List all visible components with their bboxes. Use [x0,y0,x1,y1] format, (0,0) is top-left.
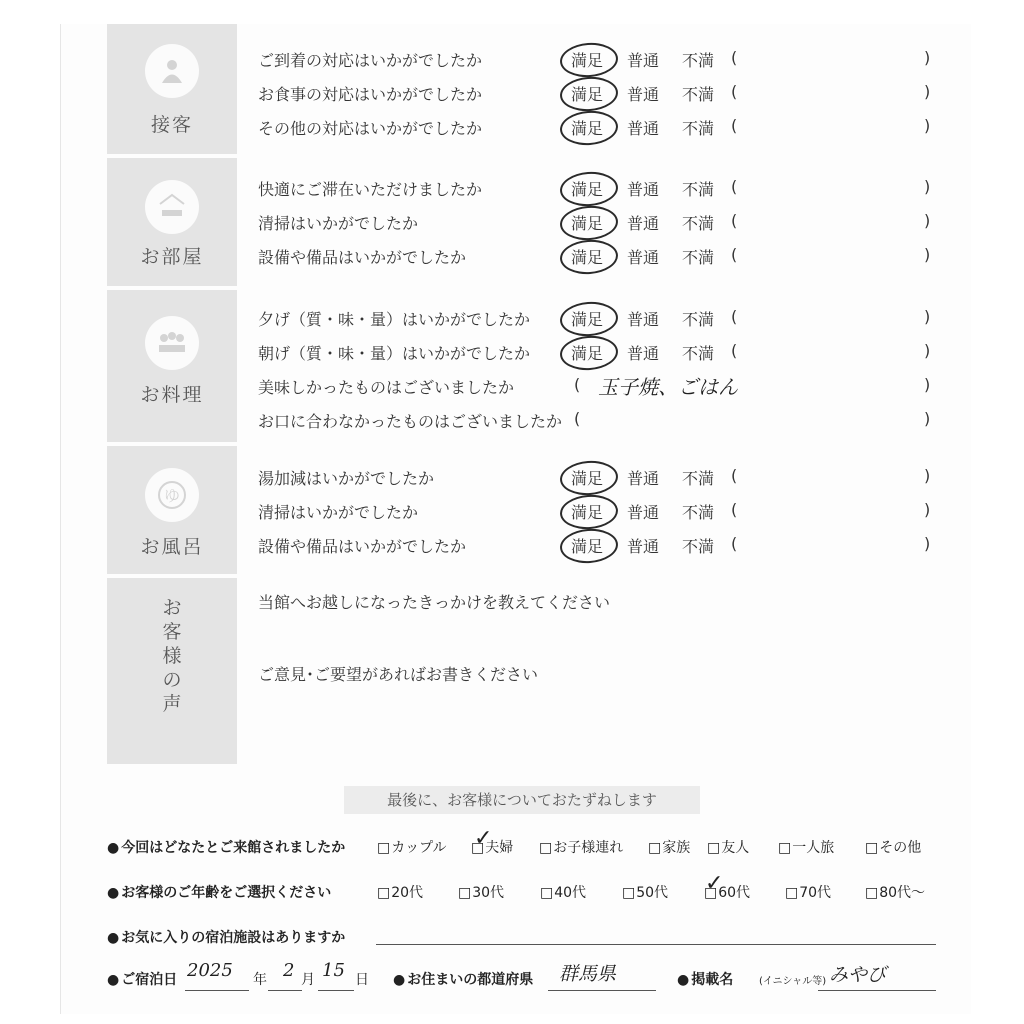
checkbox-40s[interactable]: □ 40代 [540,882,586,902]
option-dissatisfied[interactable]: 不満 [682,51,715,70]
option-satisfied[interactable]: 満足 [571,469,604,488]
option-normal[interactable]: 普通 [627,85,660,104]
section-label: 接客 [150,114,193,136]
handwritten-answer[interactable]: 玉子焼、ごはん [598,375,738,399]
prompt-opinion: ご意見･ご要望があればお書きください [258,665,539,684]
display-name-label: ● 掲載名 [677,969,733,989]
option-dissatisfied[interactable]: 不満 [682,344,715,363]
stay-year-underline [185,990,249,991]
paren-close: ) [924,82,931,101]
free-answer-row [258,405,938,435]
option-dissatisfied[interactable]: 不満 [682,180,715,199]
residence-value[interactable]: 群馬県 [559,963,617,985]
question-text: 清掃はいかがでしたか [258,214,419,233]
paren-close: ) [924,245,931,264]
option-satisfied[interactable]: 満足 [571,310,604,329]
rating-row [258,78,938,108]
option-normal[interactable]: 普通 [627,119,660,138]
checkbox-with-children[interactable]: □ お子様連れ [539,837,623,857]
question-text: 快適にご滞在いただけましたか [258,180,483,199]
option-satisfied[interactable]: 満足 [571,51,604,70]
stay-day-underline [318,990,354,991]
paren-close: ) [924,177,931,196]
rating-row [258,44,938,74]
checkbox-couple[interactable]: □ カップル [377,837,447,857]
question-text: 湯加減はいかがでしたか [258,469,435,488]
section-bath [107,446,237,574]
paren-close: ) [924,409,931,428]
question-text: その他の対応はいかがでしたか [258,119,483,138]
option-satisfied[interactable]: 満足 [571,119,604,138]
option-dissatisfied[interactable]: 不満 [682,119,715,138]
section-hospitality [107,24,237,154]
paren-close: ) [924,48,931,67]
rating-row [258,337,938,367]
option-normal[interactable]: 普通 [627,248,660,267]
closing-banner: 最後に、お客様についておたずねします [344,786,700,814]
paren-open: ( [574,409,581,428]
paren-open: ( [731,307,738,326]
paren-open: ( [731,466,738,485]
favorite-underline [376,944,936,945]
checkbox-70s[interactable]: □ 70代 [785,882,831,902]
question-text: 設備や備品はいかがでしたか [258,537,467,556]
stay-month[interactable]: 2 [283,960,295,981]
display-name-underline [818,990,936,991]
option-satisfied[interactable]: 満足 [571,248,604,267]
option-satisfied[interactable]: 満足 [571,85,604,104]
checkbox-married-couple[interactable]: □ 夫婦 [471,837,513,857]
paren-close: ) [924,341,931,360]
option-satisfied[interactable]: 満足 [571,537,604,556]
option-dissatisfied[interactable]: 不満 [682,248,715,267]
option-normal[interactable]: 普通 [627,180,660,199]
checkbox-50s[interactable]: □ 50代 [622,882,668,902]
stay-day[interactable]: 15 [322,960,345,981]
option-dissatisfied[interactable]: 不満 [682,537,715,556]
question-text: 夕げ（質・味・量）はいかがでしたか [258,310,531,329]
section-guest-voice [107,578,237,764]
checkbox-other[interactable]: □ その他 [865,837,921,857]
rating-row [258,207,938,237]
check-mark-icon: ✓ [705,871,724,896]
option-normal[interactable]: 普通 [627,310,660,329]
option-normal[interactable]: 普通 [627,469,660,488]
rating-row [258,462,938,492]
voice-label: お 客 様 の 声 [162,597,182,715]
section-label: お部屋 [140,246,204,268]
residence-label: ● お住まいの都道府県 [393,969,533,989]
option-dissatisfied[interactable]: 不満 [682,85,715,104]
option-normal[interactable]: 普通 [627,214,660,233]
paren-close: ) [924,116,931,135]
paren-close: ) [924,307,931,326]
day-unit: 日 [355,972,369,988]
month-unit: 月 [301,972,315,988]
paren-open: ( [731,211,738,230]
option-dissatisfied[interactable]: 不満 [682,214,715,233]
option-normal[interactable]: 普通 [627,503,660,522]
option-satisfied[interactable]: 満足 [571,503,604,522]
paren-close: ) [924,211,931,230]
stay-date-label: ● ご宿泊日 [107,969,177,989]
section-room [107,158,237,286]
question-text: 設備や備品はいかがでしたか [258,248,467,267]
check-mark-icon: ✓ [474,826,493,851]
option-dissatisfied[interactable]: 不満 [682,310,715,329]
question-text: お口に合わなかったものはございましたか [258,412,563,431]
rating-row [258,173,938,203]
paren-open: ( [731,177,738,196]
paren-close: ) [924,534,931,553]
section-label: お風呂 [140,536,204,558]
paren-open: ( [731,48,738,67]
checkbox-family[interactable]: □ 家族 [648,837,690,857]
option-dissatisfied[interactable]: 不満 [682,503,715,522]
paren-close: ) [924,375,931,394]
checkbox-30s[interactable]: □ 30代 [458,882,504,902]
checkbox-60s[interactable]: □ 60代 [704,882,750,902]
paren-open: ( [731,82,738,101]
option-satisfied[interactable]: 満足 [571,180,604,199]
rating-row [258,241,938,271]
option-satisfied[interactable]: 満足 [571,344,604,363]
option-dissatisfied[interactable]: 不満 [682,469,715,488]
option-satisfied[interactable]: 満足 [571,214,604,233]
display-name-value[interactable]: みやび [829,964,887,986]
question-text: 朝げ（質・味・量）はいかがでしたか [258,344,531,363]
svg-text:ゆ: ゆ [163,486,181,505]
companion-question: ● 今回はどなたとご来館されましたか [107,837,345,857]
paren-open: ( [731,341,738,360]
paren-open: ( [574,375,581,394]
display-name-note: (イニシャル等) [759,976,827,987]
paren-close: ) [924,500,931,519]
option-normal[interactable]: 普通 [627,537,660,556]
paren-open: ( [731,534,738,553]
stay-month-underline [268,990,302,991]
section-label: お料理 [140,384,204,406]
checkbox-solo-trip[interactable]: □ 一人旅 [778,837,834,857]
section-cuisine [107,290,237,442]
meal-tray-icon [145,316,199,370]
free-answer-row [258,371,938,401]
person-bowing-icon [145,44,199,98]
question-text: ご到着の対応はいかがでしたか [258,51,483,70]
rating-row [258,496,938,526]
question-text: 美味しかったものはございましたか [258,378,515,397]
question-text: お食事の対応はいかがでしたか [258,85,483,104]
residence-underline [548,990,656,991]
question-text: 清掃はいかがでしたか [258,503,419,522]
age-question: ● お客様のご年齢をご選択ください [107,882,331,902]
rating-row [258,530,938,560]
checkbox-friends[interactable]: □ 友人 [707,837,749,857]
paren-open: ( [731,116,738,135]
rating-row [258,303,938,333]
paren-open: ( [731,245,738,264]
checkbox-80s-plus[interactable]: □ 80代～ [865,882,925,902]
year-unit: 年 [253,972,267,988]
paren-close: ) [924,466,931,485]
prompt-reason: 当館へお越しになったきっかけを教えてください [258,593,611,612]
option-normal[interactable]: 普通 [627,344,660,363]
option-normal[interactable]: 普通 [627,51,660,70]
bed-icon [145,180,199,234]
rating-row [258,112,938,142]
stay-year[interactable]: 2025 [187,960,233,981]
checkbox-20s[interactable]: □ 20代 [377,882,423,902]
age-row [107,871,937,903]
stay-info-row [107,960,937,990]
hot-spring-yu-icon [145,468,199,522]
companion-row [107,826,937,858]
favorite-question: ● お気に入りの宿泊施設はありますか [107,927,345,947]
paren-open: ( [731,500,738,519]
